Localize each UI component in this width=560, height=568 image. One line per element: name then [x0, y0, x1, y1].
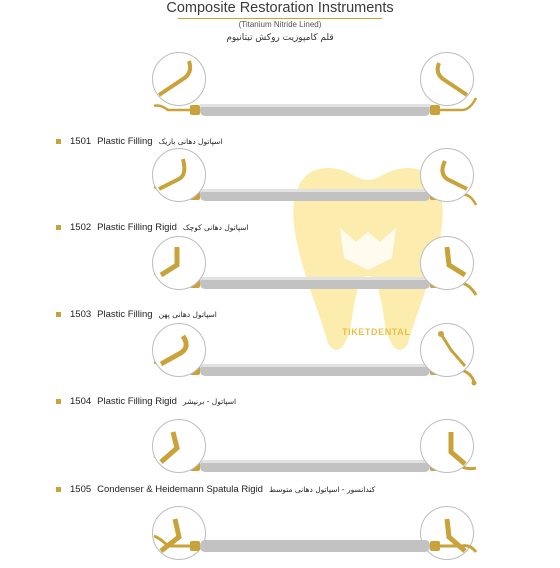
zoom-detail-left — [152, 323, 206, 377]
item-name-persian: اسپاتول دهانی باریک — [158, 137, 223, 146]
gold-bullet — [56, 312, 61, 317]
zoom-detail-right — [420, 236, 474, 290]
item-name: Plastic Filling Rigid — [97, 222, 177, 233]
item-name: Plastic Filling Rigid — [97, 396, 177, 407]
item-code: 1504 — [70, 396, 92, 407]
gold-bullet — [56, 487, 61, 492]
page-title: Composite Restoration Instruments — [166, 0, 394, 16]
item-code: 1502 — [70, 222, 92, 233]
item-label-1502 — [56, 222, 249, 233]
title-underline — [178, 18, 382, 19]
page-title-persian: قلم کامپوزیت روکش تیتانیوم — [226, 33, 334, 43]
zoom-detail-right — [420, 419, 474, 473]
zoom-detail-right — [420, 323, 474, 377]
watermark-text: TIKETDENTAL — [342, 327, 411, 337]
item-name-persian: اسپاتول دهانی پهن — [158, 310, 217, 319]
item-label-1504 — [56, 396, 236, 407]
instrument-partial-image — [150, 528, 480, 568]
zoom-detail-left — [152, 419, 206, 473]
zoom-detail-left — [152, 52, 206, 106]
zoom-detail-left — [152, 148, 206, 202]
item-name-persian: اسپاتول - برنیشر — [182, 397, 237, 406]
zoom-detail-right — [420, 52, 474, 106]
item-code: 1501 — [70, 136, 92, 147]
item-code: 1503 — [70, 309, 92, 320]
item-name-persian: کندانسور - اسپاتول دهانی متوسط — [268, 485, 376, 494]
item-label-1501 — [56, 136, 222, 147]
item-label-1505 — [56, 484, 375, 495]
page-subtitle: (Titanium Nitride Lined) — [238, 20, 322, 29]
zoom-detail-right — [420, 148, 474, 202]
gold-bullet — [56, 225, 61, 230]
zoom-detail-left — [152, 236, 206, 290]
gold-bullet — [56, 399, 61, 404]
item-label-1503 — [56, 309, 217, 320]
item-name: Plastic Filling — [97, 136, 153, 147]
item-name: Condenser & Heidemann Spatula Rigid — [97, 484, 263, 495]
gold-bullet — [56, 139, 61, 144]
item-name-persian: اسپاتول دهانی کوچک — [182, 223, 249, 232]
item-code: 1505 — [70, 484, 92, 495]
item-name: Plastic Filling — [97, 309, 153, 320]
